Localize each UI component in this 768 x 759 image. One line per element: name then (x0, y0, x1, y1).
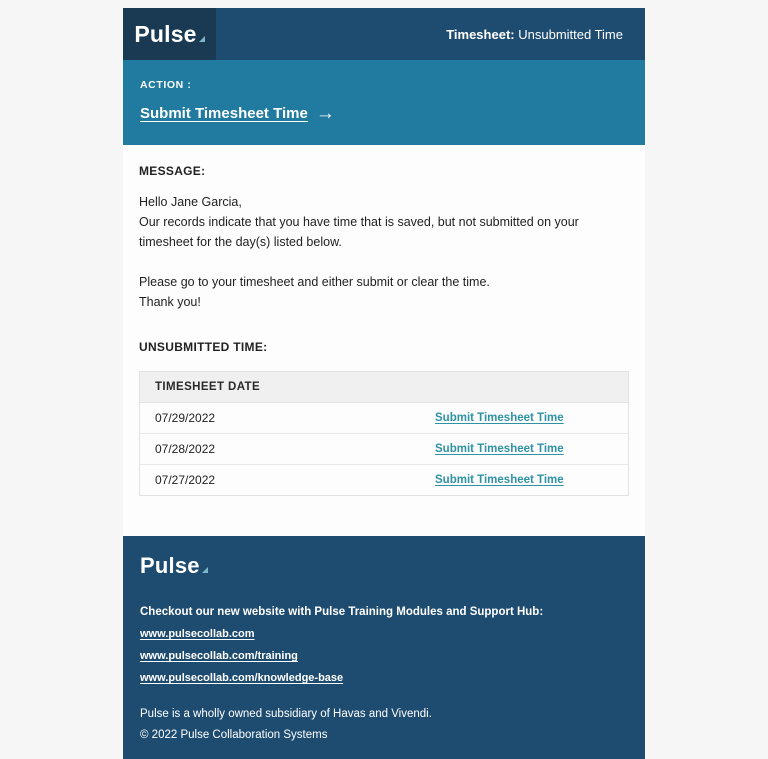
email-container (123, 8, 645, 759)
footer-pulse-logo (140, 553, 208, 579)
timesheet-date: 07/28/2022 (155, 442, 216, 456)
email-footer (123, 536, 645, 759)
email-body (123, 145, 645, 516)
unsubmitted-time-heading: UNSUBMITTED TIME: (139, 340, 268, 354)
email-header (123, 8, 645, 60)
action-label: ACTION : (140, 79, 192, 91)
pulse-logo-accent-icon (199, 36, 205, 42)
message-heading: MESSAGE: (139, 164, 206, 178)
header-title-value: Unsubmitted Time (518, 26, 623, 42)
submit-timesheet-row-link[interactable]: Submit Timesheet Time (435, 474, 564, 486)
footer-promo-text: Checkout our new website with Pulse Training Modules and Support Hub: (140, 606, 544, 618)
submit-timesheet-row-link[interactable]: Submit Timesheet Time (435, 412, 564, 424)
timesheet-table-header: TIMESHEET DATE (140, 372, 628, 403)
message-instruction: Please go to your timesheet and either submit or clear the time. (139, 275, 490, 289)
footer-link-training[interactable]: www.pulsecollab.com/training (140, 650, 298, 662)
footer-pulse-logo-accent-icon (202, 567, 208, 573)
header-title (446, 27, 645, 42)
timesheet-table (139, 371, 629, 496)
action-link-row (140, 104, 628, 123)
footer-link-home[interactable]: www.pulsecollab.com (140, 628, 255, 640)
arrow-right-icon: → (315, 103, 335, 124)
pulse-logo-block (123, 8, 216, 60)
footer-pulse-logo-text: Pulse (140, 553, 200, 578)
table-row (140, 434, 628, 465)
submit-timesheet-link[interactable]: Submit Timesheet Time (140, 105, 308, 122)
pulse-logo-text: Pulse (134, 20, 197, 47)
action-band (123, 60, 645, 145)
pulse-logo (134, 21, 204, 48)
submit-timesheet-row-link[interactable]: Submit Timesheet Time (435, 443, 564, 455)
footer-link-knowledge-base[interactable]: www.pulsecollab.com/knowledge-base (140, 672, 344, 684)
message-spacer (139, 252, 629, 272)
header-title-label: Timesheet: (446, 26, 515, 42)
message-greeting: Hello Jane Garcia, (139, 195, 242, 209)
message-thanks: Thank you! (139, 295, 201, 309)
footer-subsidiary-text: Pulse is a wholly owned subsidiary of Havas and Vivendi. (140, 708, 432, 720)
table-row (140, 465, 628, 495)
footer-copyright-text: © 2022 Pulse Collaboration Systems (140, 729, 328, 741)
timesheet-date: 07/29/2022 (155, 411, 216, 425)
table-row (140, 403, 628, 434)
timesheet-date: 07/27/2022 (155, 473, 216, 487)
message-body: Our records indicate that you have time that is saved, but not submitted on your timesheet for the day(s) listed below. (139, 215, 579, 249)
